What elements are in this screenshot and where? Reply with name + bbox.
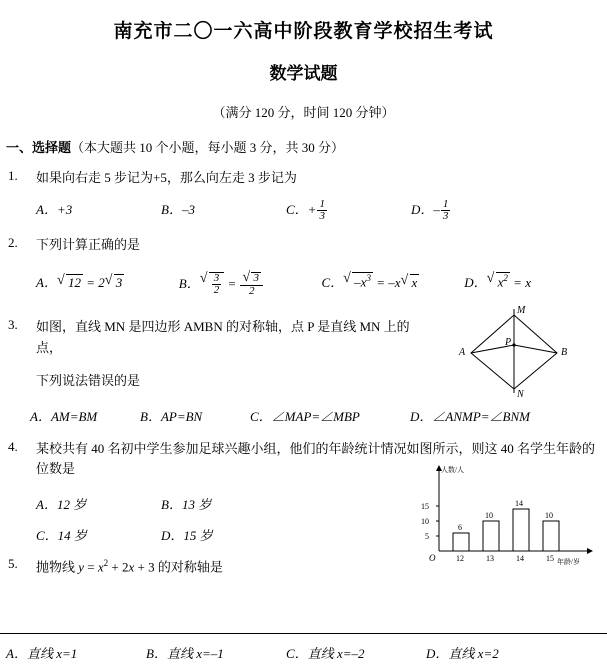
svg-text:P: P <box>505 337 512 349</box>
option-d[interactable] <box>161 525 286 544</box>
option-d-text: ∠ANMP=∠BNM <box>432 408 530 424</box>
age-bar-chart <box>417 463 597 566</box>
option-b-label: B． <box>161 201 182 217</box>
option-c-label: C． <box>321 274 344 290</box>
option-c[interactable]: C． √ $-x^3 = -x$ √ x <box>322 272 465 298</box>
question-2 <box>0 235 607 297</box>
svg-text:M: M <box>517 305 526 317</box>
option-d[interactable]: D．– $\frac{1}{3}$ <box>411 197 449 223</box>
option-b-text: 13 岁 <box>181 497 212 513</box>
option-b[interactable]: B．–3 <box>161 201 195 217</box>
question-1 <box>0 168 607 223</box>
option-d-label: D． <box>411 201 434 217</box>
option-c-text: ∠MAP=∠MBP <box>271 408 360 424</box>
option-d-label: D． <box>426 646 449 661</box>
svg-text:15: 15 <box>546 553 554 563</box>
question-3-options <box>30 406 607 425</box>
section-heading-note: （本大题共 10 个小题，每小题 3 分，共 30 分） <box>71 140 345 155</box>
option-a-label: A． <box>6 646 27 661</box>
option-c-label: C． <box>36 528 58 544</box>
option-a[interactable]: A．直线 x=1 <box>6 646 78 661</box>
question-3-text-line1: 如图，直线 MN 是四边形 AMBN 的对称轴，点 P 是直线 MN 上的点， <box>36 319 410 356</box>
option-d[interactable]: D．直线 x=2 <box>426 646 499 661</box>
svg-text:15: 15 <box>421 501 429 511</box>
option-b-label: B． <box>146 646 167 661</box>
question-2-number: 2. <box>8 234 18 250</box>
option-b-label: B． <box>140 408 161 424</box>
option-a[interactable]: A．+3 <box>36 201 73 217</box>
option-c-label: C． <box>250 408 272 424</box>
question-3 <box>0 305 607 424</box>
option-d-label: D． <box>464 274 487 290</box>
svg-text:B: B <box>561 347 568 359</box>
option-a-text: 12 岁 <box>56 497 87 513</box>
option-c-label: C． <box>286 201 308 217</box>
question-4 <box>0 438 607 566</box>
question-5-options <box>6 643 601 662</box>
option-b-label: B． <box>161 497 182 513</box>
section-heading-label: 一、选择题 <box>6 140 72 155</box>
page-title: 南充市二〇一六高中阶段教育学校招生考试 <box>113 21 494 42</box>
svg-text:14: 14 <box>516 553 524 563</box>
option-d-text: 15 岁 <box>183 528 213 544</box>
question-5-number: 5. <box>8 556 18 572</box>
page-subtitle: 数学试题 <box>269 64 338 83</box>
option-c-text: 14 岁 <box>57 528 87 544</box>
option-d[interactable]: D． √ $x^2 = x$ <box>464 272 607 298</box>
question-1-text: 如果向右走 5 步记为+5，那么向左走 3 步记为 <box>36 170 297 185</box>
option-c-label: C． <box>286 646 308 661</box>
option-c[interactable] <box>250 406 410 425</box>
option-a-text: AM=BM <box>50 408 98 424</box>
question-5 <box>0 553 607 578</box>
question-4-number: 4. <box>8 438 18 454</box>
option-a-label: A． <box>36 497 57 513</box>
option-d-label: D． <box>410 408 433 424</box>
option-b-text: AP=BN <box>160 408 203 424</box>
option-c[interactable] <box>36 525 161 544</box>
option-b[interactable]: B． √ $\frac{3}{2}$ = √ $\frac{3}{2}$ <box>179 272 322 298</box>
option-b-label: B． <box>178 275 200 291</box>
symmetry-figure <box>439 305 589 397</box>
svg-text:A: A <box>459 347 466 359</box>
option-b[interactable]: B．直线 x=–1 <box>146 646 224 661</box>
svg-text:10: 10 <box>545 510 553 520</box>
svg-text:人数/人: 人数/人 <box>441 465 464 474</box>
option-d[interactable] <box>410 406 570 425</box>
question-4-text-line2: 位数是 <box>36 461 76 477</box>
option-b[interactable] <box>161 494 286 513</box>
option-a[interactable] <box>30 406 140 425</box>
option-d-label: D． <box>161 528 184 544</box>
svg-text:5: 5 <box>425 531 429 541</box>
svg-text:10: 10 <box>485 510 493 520</box>
score-time-line: （满分 120 分，时间 120 分钟） <box>212 105 395 120</box>
option-a-label: A． <box>36 201 57 217</box>
question-3-number: 3. <box>8 317 18 333</box>
option-a-label: A． <box>30 408 51 424</box>
page-divider <box>0 633 607 634</box>
question-2-text: 下列计算正确的是 <box>36 236 141 252</box>
question-2-options <box>36 272 607 298</box>
svg-text:年龄/岁: 年龄/岁 <box>557 557 580 566</box>
question-1-options <box>36 199 607 223</box>
question-1-number: 1. <box>8 168 18 183</box>
svg-text:6: 6 <box>458 522 462 532</box>
option-a[interactable]: A． √ 12 = 2 √ 3 <box>36 272 179 298</box>
svg-text:10: 10 <box>421 516 429 526</box>
question-4-text-line1: 某校共有 40 名初中学生参加足球兴趣小组，他们的年龄统计情况如图所示，则这 40 名学生年龄的 <box>36 440 596 456</box>
option-b[interactable] <box>140 406 250 425</box>
svg-text:14: 14 <box>515 498 523 508</box>
exam-page <box>0 16 607 668</box>
svg-text:N: N <box>517 389 524 398</box>
option-a-label: A． <box>36 274 57 290</box>
option-c[interactable]: C．直线 x=–2 <box>286 646 365 661</box>
question-5-text: 抛物线 $y = x^2 + 2x + 3$ 的对称轴是 <box>36 558 223 575</box>
svg-text:12: 12 <box>456 553 464 563</box>
option-c[interactable]: C．+ $\frac{1}{3}$ <box>286 197 325 223</box>
option-a[interactable] <box>36 494 161 513</box>
svg-text:13: 13 <box>486 553 494 563</box>
question-3-text-line2: 下列说法错误的是 <box>36 372 141 388</box>
svg-text:O: O <box>429 552 436 563</box>
section-heading <box>0 137 607 156</box>
